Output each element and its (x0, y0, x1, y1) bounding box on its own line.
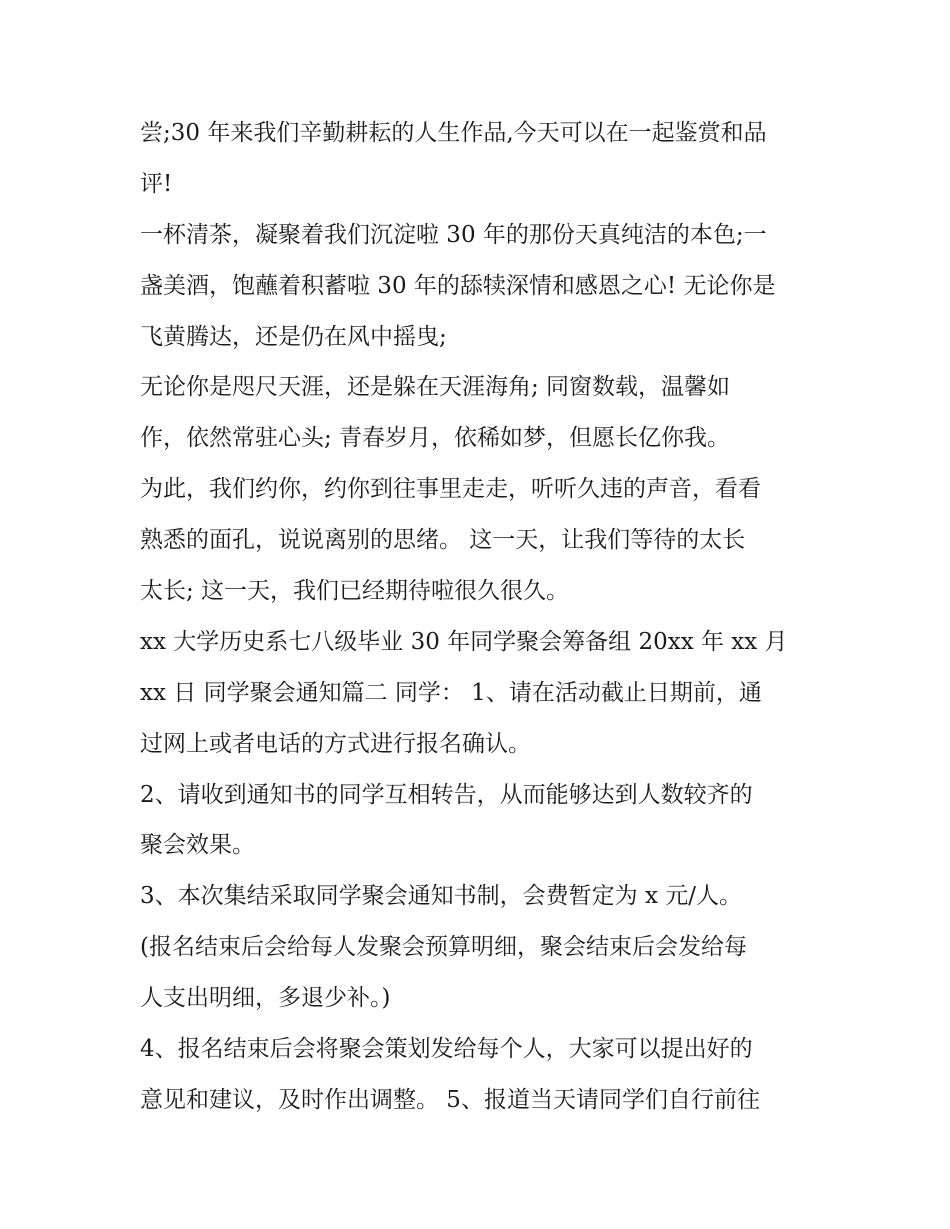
text-line: 作，依然常驻心头; 青春岁月，依稀如梦，但愿长亿你我。 (140, 425, 731, 452)
text-line: xx 日 同学聚会通知篇二 同学： 1、请在活动截止日期前，通 (140, 679, 762, 706)
text-line: 飞黄腾达，还是仍在风中摇曳; (140, 323, 447, 350)
text-line: 尝;30 年来我们辛勤耕耘的人生作品,今天可以在一起鉴赏和品 (140, 120, 767, 146)
text-line: 评! (140, 170, 173, 197)
text-line: 2、请收到通知书的同学互相转告，从而能够达到人数较齐的 (140, 781, 753, 808)
text-line: 过网上或者电话的方式进行报名确认。 (140, 730, 531, 757)
text-line: 为此，我们约你，约你到往事里走走，听听久违的声音，看看 (140, 476, 761, 503)
text-line: 太长; 这一天，我们已经期待啦很久很久。 (140, 578, 570, 605)
text-line: 4、报名结束后会将聚会策划发给每个人，大家可以提出好的 (140, 1036, 753, 1063)
text-line: 3、本次集结采取同学聚会通知书制，会费暂定为 x 元/人。 (140, 883, 742, 910)
text-line: 无论你是咫尺天涯，还是躲在天涯海角; 同窗数载，温馨如 (140, 374, 731, 401)
text-line: 聚会效果。 (140, 832, 255, 859)
text-line: 人支出明细，多退少补。) (140, 985, 391, 1012)
text-line: (报名结束后会给每人发聚会预算明细，聚会结束后会发给每 (140, 934, 747, 961)
body-text (140, 108, 830, 1126)
text-line: xx 大学历史系七八级毕业 30 年同学聚会筹备组 20xx 年 xx 月 (140, 628, 788, 655)
text-line: 一杯清茶，凝聚着我们沉淀啦 30 年的那份天真纯洁的本色;一 (140, 221, 767, 248)
text-line: 熟悉的面孔，说说离别的思绪。 这一天，让我们等待的太长 (140, 527, 746, 554)
text-line: 盏美酒，饱蘸着积蓄啦 30 年的舔犊深情和感恩之心! 无论你是 (140, 272, 776, 299)
text-line: 意见和建议，及时作出调整。 5、报道当天请同学们自行前往 (140, 1086, 760, 1113)
